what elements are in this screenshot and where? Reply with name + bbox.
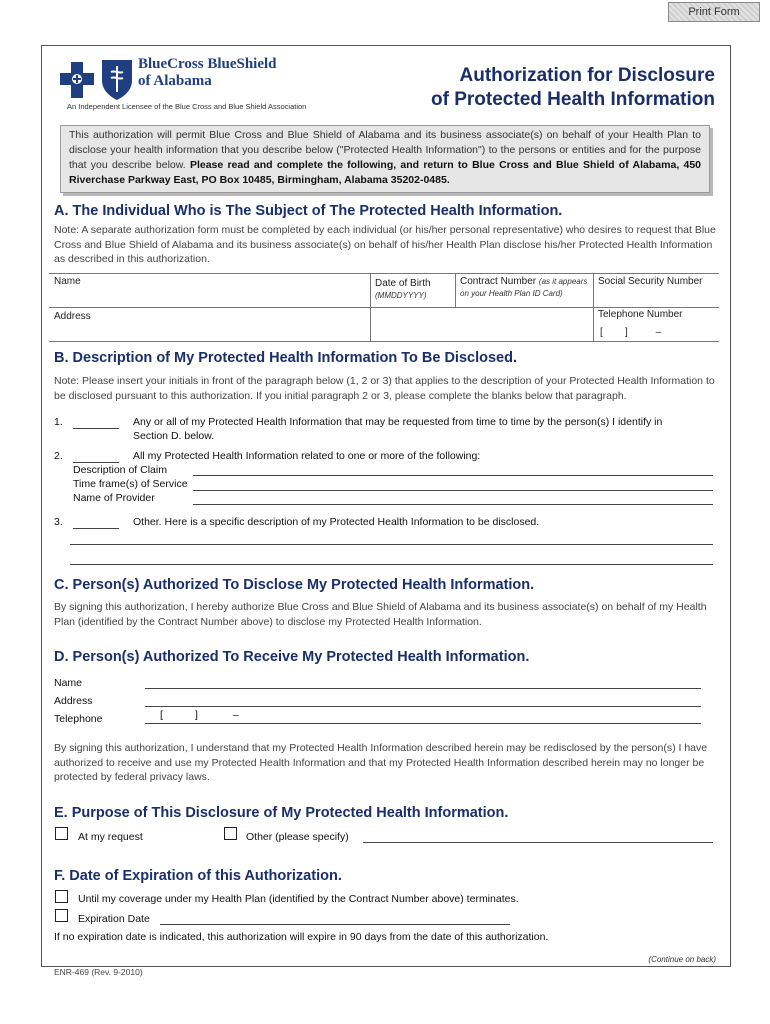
contract-hint: (as it appears — [538, 277, 588, 286]
intro-bold-text: Please read and complete the following, and return to Blue Cross and Blue Shield of Alabama, 450 Riverchase Parkway East, PO Box 10485, Birmingham, Alabama 35202-0485. — [69, 159, 702, 186]
brand-name-line2: of Alabama — [138, 73, 212, 89]
form-title — [431, 64, 715, 112]
title-line1: Authorization for Disclosure — [459, 65, 715, 86]
section-e-heading: E. Purpose of This Disclosure of My Protected Health Information. — [54, 805, 509, 821]
telephone-label: Telephone Number — [598, 309, 683, 320]
contract-hint-2: on your Health Plan ID Card) — [460, 289, 563, 298]
phone-format: [ ] – — [600, 327, 662, 338]
contract-label: Contract Number — [460, 276, 537, 287]
expiration-date-checkbox[interactable] — [55, 909, 68, 922]
ssn-label: Social Security Number — [598, 276, 703, 287]
section-a-note: Note: A separate authorization form must be completed by each individual (or his/her personal representative) who desires to request that Blue Cross and Blue Shield of Alabama and its business associate(s) on behalf of his/her Health Plan disclose his/her Protected Health Information as described in this authorization. — [54, 224, 716, 265]
at-my-request-checkbox[interactable] — [55, 827, 68, 840]
brand-tagline: An Independent Licensee of the Blue Cross and Blue Shield Association — [67, 102, 307, 111]
recipient-address-label: Address — [54, 695, 93, 707]
item-3-description-line-2[interactable] — [70, 564, 713, 565]
other-purpose-field[interactable] — [363, 842, 713, 843]
continue-on-back: (Continue on back) — [648, 955, 716, 964]
item-2-number: 2. — [54, 450, 63, 462]
recipient-telephone-label: Telephone — [54, 713, 103, 725]
contract-label-group — [460, 276, 587, 287]
expiration-date-field[interactable] — [160, 924, 510, 925]
item-1-text: Any or all of my Protected Health Information that may be requested from time to time by the person(s) I identify in — [133, 416, 663, 428]
item-1-initials-field[interactable] — [73, 428, 119, 429]
section-f-heading: F. Date of Expiration of this Authorization. — [54, 868, 342, 884]
section-c-heading: C. Person(s) Authorized To Disclose My Protected Health Information. — [54, 577, 535, 593]
expiration-note: If no expiration date is indicated, this authorization will expire in 90 days from the date of this authorization. — [54, 931, 549, 943]
item-1-number: 1. — [54, 416, 63, 428]
provider-label: Name of Provider — [73, 492, 155, 504]
description-of-claim-field[interactable] — [193, 475, 713, 476]
provider-field[interactable] — [193, 504, 713, 505]
section-d-text: By signing this authorization, I understand that my Protected Health Information described herein may be redisclosed by the person(s) I have authorized to receive and use my Protected Health Information and that my Protected Health Information described herein may no longer be protected by federal privacy laws. — [54, 742, 708, 783]
address-label: Address — [54, 311, 91, 322]
grid-line — [455, 273, 456, 307]
brand-name-line1: BlueCross BlueShield — [138, 56, 277, 72]
print-form-button[interactable]: Print Form — [668, 2, 760, 22]
grid-line — [49, 341, 719, 342]
other-purpose-label: Other (please specify) — [246, 831, 349, 843]
item-3-description-line-1[interactable] — [70, 544, 713, 545]
item-2-initials-field[interactable] — [73, 462, 119, 463]
intro-text: This authorization will permit Blue Cross and Blue Shield of Alabama and its business associate(s) on behalf of your Health Plan to disclose your health information that you describe below ("Protected Health Information") to the persons or entities and for the purpose that you describe below. — [69, 129, 701, 171]
item-3-text: Other. Here is a specific description of my Protected Health Information to be disclosed. — [133, 516, 540, 528]
section-d-heading: D. Person(s) Authorized To Receive My Protected Health Information. — [54, 649, 530, 665]
item-2-text: All my Protected Health Information related to one or more of the following: — [133, 450, 481, 462]
recipient-phone-format: [ ] – — [160, 709, 239, 721]
expiration-date-label: Expiration Date — [78, 913, 150, 925]
item-3-number: 3. — [54, 516, 63, 528]
other-purpose-checkbox[interactable] — [224, 827, 237, 840]
coverage-terminates-label: Until my coverage under my Health Plan (identified by the Contract Number above) terminates. — [78, 893, 519, 905]
section-a-heading: A. The Individual Who is The Subject of The Protected Health Information. — [54, 203, 563, 219]
grid-line — [49, 307, 719, 308]
recipient-telephone-field[interactable] — [145, 723, 701, 724]
intro-box — [60, 125, 710, 193]
section-b-note: Note: Please insert your initials in front of the paragraph below (1, 2 or 3) that applies to the description of your Protected Health Information to be disclosed pursuant to this authorization. If you initial paragraph 2 or 3, please complete the blanks below that paragraph. — [54, 375, 715, 402]
recipient-name-label: Name — [54, 677, 83, 689]
description-of-claim-label: Description of Claim — [73, 464, 167, 476]
item-3-initials-field[interactable] — [73, 528, 119, 529]
form-id: ENR-469 (Rev. 9-2010) — [54, 967, 143, 977]
section-b-heading: B. Description of My Protected Health Information To Be Disclosed. — [54, 350, 517, 366]
grid-line — [370, 273, 371, 341]
grid-line — [49, 273, 719, 274]
recipient-address-field[interactable] — [145, 706, 701, 707]
grid-line — [593, 273, 594, 341]
item-1-text-2: Section D. below. — [133, 430, 215, 442]
coverage-terminates-checkbox[interactable] — [55, 890, 68, 903]
name-label: Name — [54, 276, 81, 287]
section-c-text: By signing this authorization, I hereby authorize Blue Cross and Blue Shield of Alabama and its business associate(s) on behalf of my Health Plan (identified by the Contract Number above) to disclose my Protected Health Information. — [54, 601, 707, 628]
dob-label: Date of Birth — [375, 278, 431, 289]
recipient-name-field[interactable] — [145, 688, 701, 689]
blue-shield-logo-icon — [99, 56, 135, 102]
blue-cross-logo-icon — [58, 60, 96, 100]
title-line2: of Protected Health Information — [431, 89, 715, 110]
at-my-request-label: At my request — [78, 831, 143, 843]
dob-hint: (MMDDYYYY) — [375, 291, 427, 300]
time-frame-label: Time frame(s) of Service — [73, 478, 188, 490]
time-frame-field[interactable] — [193, 490, 713, 491]
